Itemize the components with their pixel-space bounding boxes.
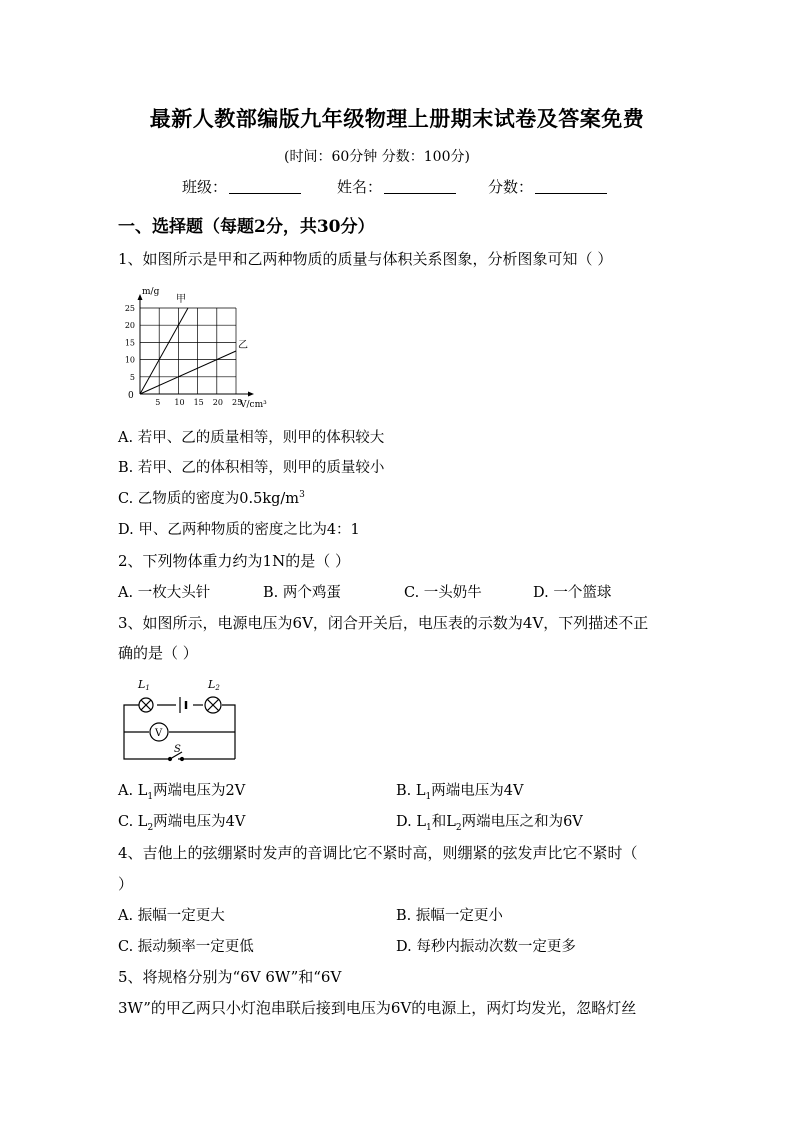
q2-stem: 2、下列物体重力约为1N的是（ ） xyxy=(118,552,350,570)
chart-ylabel: m/g xyxy=(142,287,160,297)
q2-option-b: B. 两个鸡蛋 xyxy=(263,585,341,601)
y-tick-label: 25 xyxy=(124,304,135,313)
name-blank xyxy=(384,179,456,194)
chart-origin: 0 xyxy=(128,391,134,401)
name-label: 姓名： xyxy=(337,178,383,196)
score-label: 分数： xyxy=(488,178,534,196)
q3-option-d: D. $L_1$和$L_2$两端电压之和为6V xyxy=(396,814,583,833)
q1-option-c xyxy=(118,487,305,508)
exam-meta: (时间：60分钟 分数：100分) xyxy=(284,149,470,165)
q4-stem-line2: ） xyxy=(118,875,134,893)
y-tick-label: 5 xyxy=(129,372,135,382)
q3-stem-line2: 确的是（ ） xyxy=(118,644,198,662)
lamp-l2-label: L2 xyxy=(208,678,220,692)
series-line-jia xyxy=(140,308,188,394)
q4-option-b: B. 振幅一定更小 xyxy=(396,908,503,924)
y-tick-label: 15 xyxy=(124,338,135,348)
score-field xyxy=(488,176,607,197)
q5-stem-line2: 3W”的甲乙两只小灯泡串联后接到电压为6V的电源上，两灯均发光，忽略灯丝 xyxy=(118,999,637,1017)
q2-option-c: C. 一头奶牛 xyxy=(404,585,482,601)
class-label: 班级： xyxy=(182,178,228,196)
q4-stem-line1: 4、吉他上的弦绷紧时发声的音调比它不紧时高，则绷紧的弦发声比它不紧时（ xyxy=(118,844,638,862)
q2-option-a: A. 一枚大头针 xyxy=(118,585,211,601)
x-tick-label: 5 xyxy=(155,398,161,407)
switch-label: S xyxy=(174,744,181,755)
chart-grid xyxy=(140,308,236,394)
q4-option-c: C. 振动频率一定更低 xyxy=(118,939,254,955)
q1-stem: 1、如图所示是甲和乙两种物质的质量与体积关系图象，分析图象可知（ ） xyxy=(118,250,613,268)
q4-option-d: D. 每秒内振动次数一定更多 xyxy=(396,939,576,955)
q1-option-a: A. 若甲、乙的质量相等，则甲的体积较大 xyxy=(118,430,385,446)
x-tick-label: 15 xyxy=(193,398,204,407)
chart-xlabel: V/cm³ xyxy=(240,400,267,410)
section-heading: 一、选择题（每题2分，共30分） xyxy=(118,217,375,237)
score-blank xyxy=(535,179,607,194)
page-title: 最新人教部编版九年级物理上册期末试卷及答案免费 xyxy=(149,106,645,131)
x-axis-arrow xyxy=(248,392,254,397)
mass-volume-chart xyxy=(120,282,280,412)
chart-axes xyxy=(138,294,255,397)
y-tick-label: 10 xyxy=(124,355,135,365)
chart-ticks xyxy=(125,304,242,407)
chart-series xyxy=(140,308,236,394)
q4-option-a: A. 振幅一定更大 xyxy=(118,908,225,924)
lamp-l1-label: L1 xyxy=(138,678,150,692)
q3-option-c: C. $L_2$两端电压为4V xyxy=(118,814,246,833)
x-tick-label: 25 xyxy=(232,398,243,407)
q1-option-c-sup: 3 xyxy=(299,490,305,501)
x-tick-label: 10 xyxy=(174,398,185,407)
voltmeter-label: V xyxy=(155,728,163,739)
series-label-yi: 乙 xyxy=(238,340,248,351)
series-label-jia: 甲 xyxy=(176,294,186,305)
q1-option-d: D. 甲、乙两种物质的密度之比为4：1 xyxy=(118,522,360,538)
x-tick-label: 20 xyxy=(212,398,223,407)
class-field xyxy=(182,176,301,197)
q3-option-a: A. $L_1$两端电压为2V xyxy=(118,783,246,802)
circuit-diagram xyxy=(118,675,243,770)
q1-option-b: B. 若甲、乙的体积相等，则甲的质量较小 xyxy=(118,460,385,476)
q3-stem-line1: 3、如图所示，电源电压为6V，闭合开关后，电压表的示数为4V，下列描述不正 xyxy=(118,614,649,632)
q1-option-c-text: C. 乙物质的密度为0.5kg/m xyxy=(118,491,300,507)
series-line-yi xyxy=(140,351,236,394)
class-blank xyxy=(229,179,301,194)
name-field xyxy=(337,176,456,197)
q2-option-d: D. 一个篮球 xyxy=(533,585,612,601)
q3-option-b: B. $L_1$两端电压为4V xyxy=(396,783,524,802)
y-tick-label: 20 xyxy=(124,321,135,331)
q5-stem-line1: 5、将规格分别为“6V 6W”和“6V xyxy=(118,968,342,986)
